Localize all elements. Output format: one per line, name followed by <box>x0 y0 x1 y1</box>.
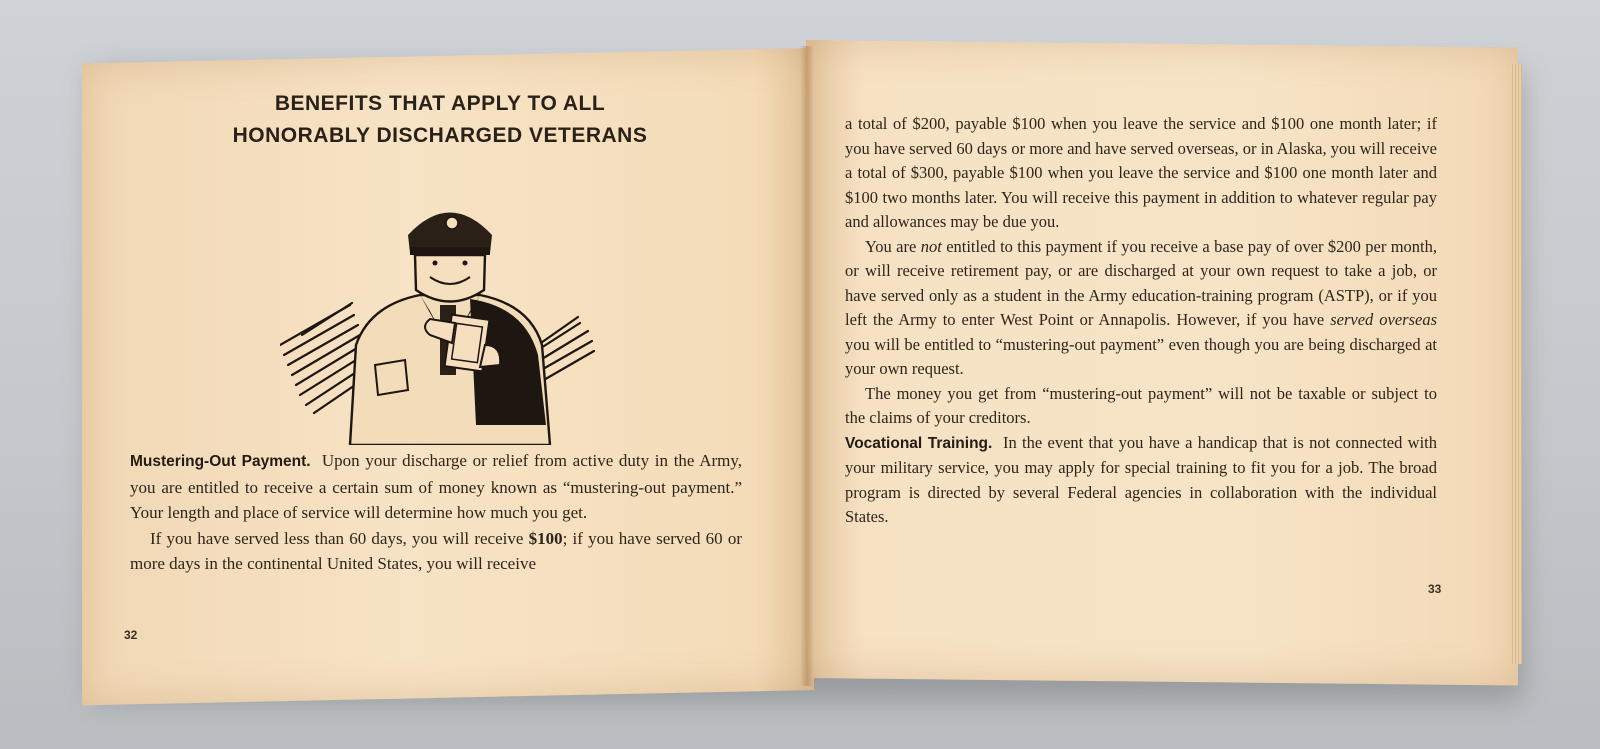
section-title-mustering-out: Mustering-Out Payment. <box>130 453 311 470</box>
vocational-paragraph: In the event that you have a handicap that is not connected with your military service, you may apply for special training to fit you for a job. The broad program is directed by several Federal agencies in collaboration with the individual States. <box>845 432 1438 526</box>
page-number-left: 32 <box>124 628 138 642</box>
section-title-vocational: Vocational Training. <box>845 434 993 452</box>
service-length-text: If you have served less than 60 days, you will receive <box>150 528 529 548</box>
emphasis-not: not <box>920 236 942 256</box>
emphasis-served-overseas: served overseas <box>1330 310 1438 329</box>
heading-line-2: HONORABLY DISCHARGED VETERANS <box>232 124 648 147</box>
eligibility-text-cont: entitled to this payment if you receive a base pay of over $200 per month, or will receive retirement pay, or are discharged at your own request to take a job, or have served only as a student in the Army education-training program (ASTP), or if you left the Army to enter West Point or Annapolis. However, if you have <box>845 236 1437 329</box>
eligibility-text-end: you will be entitled to “mustering-out payment” even though you are being discharged at your own request. <box>845 334 1437 378</box>
payment-continuation-paragraph: a total of $200, payable $100 when you leave the service and $100 one month later; if you have served 60 days or more and have served overseas, or in Alaska, you will receive a total of $300, payable $100 when you leave the service and $100 one month later and $100 two months later. You will receive this payment in addition to whatever regular pay and allowances may be due you. <box>845 114 1437 231</box>
taxable-paragraph: The money you get from “mustering-out payment” will not be taxable or subject to the claims of your creditors. <box>845 383 1437 427</box>
page-heading <box>140 88 740 152</box>
right-page-body <box>845 112 1437 530</box>
payment-amount: $100 <box>528 528 563 548</box>
eligibility-text: You are <box>865 236 921 256</box>
soldier-counting-money-icon <box>280 195 600 445</box>
page-edges <box>1510 64 1522 664</box>
heading-line-1: BENEFITS THAT APPLY TO ALL <box>274 92 606 115</box>
left-page-body <box>130 448 742 577</box>
page-number-right: 33 <box>1428 582 1442 596</box>
service-length-text-cont: ; if you have served 60 or more days in the continental United States, you will receive <box>130 528 742 573</box>
mustering-out-paragraph: Upon your discharge or relief from active duty in the Army, you are entitled to receive a certain sum of money known as “mustering-out payment.” Your length and place of service will determine how much you get. <box>130 451 742 522</box>
book-gutter <box>800 46 814 686</box>
